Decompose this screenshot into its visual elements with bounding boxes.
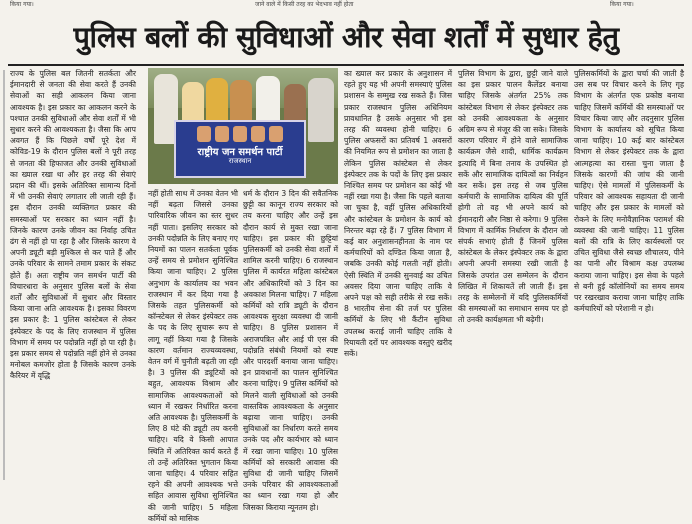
portrait <box>197 126 211 142</box>
column-2-text: नहीं होती साथ में उनका वेतन भी नहीं बढ़ता जिससे उनका पारिवारिक जीवन का स्तर सुधर नहीं पाता। इसलिए सरकार को उनकी पदोन्नति के लिए बनाए गए नियमों का पालन सतर्कता पूर्वक उन्हें समय से प्रमोशन सुनिश्चित किया जाना चाहिए। 2 पुलिस अनुभाग के कार्यालय का भवन राजस्थान में कर दिया गया है जिसके तहत पुलिसकर्मी को कॉन्स्टेबल से लेकर इंस्पेक्टर तक के पद के लिए सुचारू रूप से लागू नहीं किया गया है जिसके कारण वर्तमान राज्यव्यवस्था, वेतन वर्ग में चुनौती बढ़ती जा रही है। 3 पुलिस की ड्यूटियों को बहुत, आवश्यक विश्राम और सामाजिक आवश्यकताओं को ध्यान में रखकर निर्धारित करना अति आवश्यक है। पुलिसकर्मी के लिए 8 घंटे की ड्यूटी तय करनी चाहिए। यदि वे किसी आपात स्थिति में अतिरिक्त कार्य करते हैं तो उन्हें अतिरिक्त भुगतान किया जाना चाहिए। 4 परिवार सहित रहने की अपनी आवश्यक भत्ते सहित आवास सुविधा सुनिश्चित की जानी चाहिए। 5 महिला कर्मियों को मासिक <box>148 189 238 523</box>
column-2 <box>148 188 238 523</box>
column-3-text: धर्म के दौरान 3 दिन की सवैतनिक छुट्टी का कानून राज्य सरकार को तय करना चाहिए और उन्हें इस दौरान कार्य से मुक्त रखा जाना चाहिए। इस प्रकार की छुट्टियां पुलिसकर्मी को उनकी सेवा शर्तों में शामिल करनी चाहिए। 6 राजस्थान पुलिस में कार्यरत महिला कांस्टेबल और अधिकारियों को 3 दिन का अवकाश मिलना चाहिए। 7 महिला कर्मियों को रात्रि ड्यूटी के दौरान आवश्यक सुरक्षा व्यवस्था दी जानी चाहिए। 8 पुलिस प्रशासन में अराजपत्रित और आई पी एस की पदोन्नति संबंधी नियमों को स्पष्ट और पारदर्शी बनाया जाना चाहिए। इन प्रावधानों का पालन सुनिश्चित करना चाहिए। 9 पुलिस कर्मियों को मिलने वाली सुविधाओं को उनकी वास्तविक आवश्यकता के अनुसार बढ़ाया जाना चाहिए। उनकी सुविधाओं का निर्धारण करते समय उनके पद और कार्यभार को ध्यान में रखा जाना चाहिए। 10 पुलिस कर्मियों को सरकारी आवास की सुविधा दी जानी चाहिए जिसमें उनके परिवार की आवश्यकताओं का ध्यान रखा गया हो और जिसका किराया न्यूनतम हो। <box>243 189 338 512</box>
portrait <box>215 126 229 142</box>
portrait <box>251 126 265 142</box>
column-4 <box>344 68 452 480</box>
column-5 <box>458 68 568 480</box>
column-5-text: पुलिस विभाग के द्वारा, छुट्टी जाने वाले का इस प्रकार पालन कैलेंडर बनाया चाहिए जिसके अंतर्गत 25% तक कांस्टेबल विभाग से लेकर इंस्पेक्टर तक को उनकी आवश्यकता के अनुसार अग्रिम रूप से मंजूर की जा सके। जिसके कारण परिवार में होने वाले सामाजिक कार्यक्रम जैसे शादी, धार्मिक कार्यक्रम इत्यादि में बिना तनाव के उपस्थित हो सकें और सामाजिक दायित्वों का निर्वहन कर सकें। इस तरह से जब पुलिस कर्मचारी के सामाजिक दायित्व की पूर्ति होगी तो वह भी अपने कार्य को ईमानदारी और निष्ठा से करेगा। 9 पुलिस विभाग में कार्मिक निर्धारण के दौरान जो संपर्क सभाएं होती हैं जिनमें पुलिस कांस्टेबल के लेकर इंस्पेक्टर तक के द्वारा अपनी अपनी समस्या रखी जाती है जिसके उपरांत उस सम्मेलन के दौरान लिखित में शिकायतें ली जाती हैं। इस तरह के सम्मेलनों में यदि पुलिसकर्मियों की समस्याओं का समाधान समय पर हो तो उनकी कार्यक्षमता भी बढ़ेगी। <box>458 69 568 325</box>
strip-mid: जाने वाले में किसी तरह का भेदभाव नहीं होता <box>255 1 354 8</box>
portrait <box>269 126 283 142</box>
portrait <box>233 126 247 142</box>
article-headline: पुलिस बलों की सुविधाओं और सेवा शर्तों में सुधार हेतु <box>73 20 619 54</box>
headline-rule <box>8 64 684 66</box>
news-photo <box>148 68 338 184</box>
column-4-text: का ख्याल कर प्रकार के अनुशासन में रहते हुए यह भी अपनी समस्याएं पुलिस प्रशासन के सम्मुख रख सकते हैं। जिस प्रकार राजस्थान पुलिस अधिनियम प्रावधानित है उसके अनुसार भी इस तरह की व्यवस्था होनी चाहिए। 6 पुलिस अफसरों का प्रतिवर्ष 1 अवसरों की नियमित रूप से प्रमोशन का जाता है लेकिन पुलिस कांस्टेबल से लेकर इंस्पेक्टर तक के पदों के लिए इस प्रकार निश्चित समय पर प्रमोशन का कोई भी नहीं रखा गया है। जैसा कि पहले बताया जा चुका है, वहीं पुलिस अधिकारियों और कांस्टेबल के प्रमोशन के कार्य को निरन्तर बढ़ा रहे हैं। 7 पुलिस विभाग में कई बार अनुशासनहीनता के नाम पर कर्मचारियों को दण्डित किया जाता है, जबकि उनकी कोई गलती नहीं होती। ऐसी स्थिति में उनकी सुनवाई का उचित अवसर दिया जाना चाहिए ताकि वे अपने पक्ष को सही तरीके से रख सकें। 8 भारतीय सेना की तर्ज पर पुलिस कर्मियों के लिए भी कैंटीन सुविधा उपलब्ध कराई जानी चाहिए ताकि वे रियायती दरों पर आवश्यक वस्तुएं खरीद सकें। <box>344 69 452 359</box>
column-6 <box>574 68 684 480</box>
column-3 <box>243 188 338 512</box>
banner-title: राष्ट्रीय जन समर्थन पार्टी <box>197 147 283 158</box>
column-6-text: पुलिसकर्मियों के द्वारा चर्चा की जाती है उस सब पर विचार करने के लिए गृह विभाग के अंतर्गत एक प्रकोष्ठ बनाया चाहिए जिसमें कर्मियों की समस्याओं पर विचार किया जाए और तदनुसार पुलिस विभाग के कार्यालय को सूचित किया जाना चाहिए। 10 कई बार कांस्टेबल विभाग से लेकर इंस्पेक्टर तक के द्वारा आत्महत्या का रास्ता चुना जाता है जिसके कारणों की जांच की जानी चाहिए। ऐसे मामलों में पुलिसकर्मी के परिवार को आवश्यक सहायता दी जानी चाहिए और इस प्रकार के मामलों को रोकने के लिए मनोवैज्ञानिक परामर्श की व्यवस्था की जानी चाहिए। 11 पुलिस बलों की रात्रि के लिए कार्यस्थलों पर उचित सुविधा जैसे स्वच्छ शौचालय, पीने का पानी और विश्राम कक्ष उपलब्ध कराया जाना चाहिए। इस सेवा के पहले से बनी हुई कॉलोनियों का समय समय पर रखरखाव कराया जाना चाहिए ताकि कर्मचारियों को परेशानी न हो। <box>574 69 684 314</box>
strip-left: किया गया। <box>10 1 34 8</box>
column-1 <box>10 68 136 480</box>
banner-portraits <box>182 126 298 142</box>
banner-subtitle: राजस्थान <box>228 157 252 165</box>
column-1-text: राज्य के पुलिस बल जितनी सतर्कता और ईमानदारी से जनता की सेवा करते हैं उनकी सेवाओं का सही आकलन किया जाना आवश्यक है। इस प्रकार का आकलन करने के पश्चात उनकी सुविधाओं और सेवा शर्तों में भी सुधार करने की आवश्यकता है। जैसा कि आप अवगत हैं कि पिछले वर्षों पूरे देश में कोविड-19 के दौरान पुलिस बलों ने पूरी तरह से जनता की हिफाजत और उनकी सुविधाओं का ख्याल रखा था और हर तरह की सेवाएं प्रदान की थीं। इसके अतिरिक्त सामान्य दिनों में भी उनकी सेवाएं लगातार ली जाती रही हैं। इस दौरान उनकी व्यक्तिगत प्रकार की समस्याओं पर सरकार का ध्यान नहीं है। जिनके कारण उनके जीवन का निर्वाह उचित ढंग से नहीं हो पा रहा है और जिसके कारण वे अपनी ड्यूटी बड़ी मुश्किल से कर पाते हैं और उनके परिवार के सामने तमाम प्रकार के संकट होते हैं। अतः राष्ट्रीय जन समर्थन पार्टी की विचारधारा के अनुसार पुलिस बलों के सेवा शर्तों और सुविधाओं में सुधार और विस्तार किया जाना अति आवश्यक है। इसका विवरण इस प्रकार है: 1 पुलिस कांस्टेबल से लेकर इंस्पेक्टर के पद के लिए राजस्थान में पुलिस विभाग में समय पर पदोन्नति नहीं हो पा रही है। इस प्रकार समय से पदोन्नति नहीं होने से उनका मनोबल कमजोर होता है जिसके कारण उनके कैरियर में वृद्धि <box>10 69 136 381</box>
column-border <box>3 70 5 480</box>
party-banner <box>174 120 306 178</box>
person-figure <box>308 78 334 142</box>
strip-right: किया गया। <box>610 1 634 8</box>
